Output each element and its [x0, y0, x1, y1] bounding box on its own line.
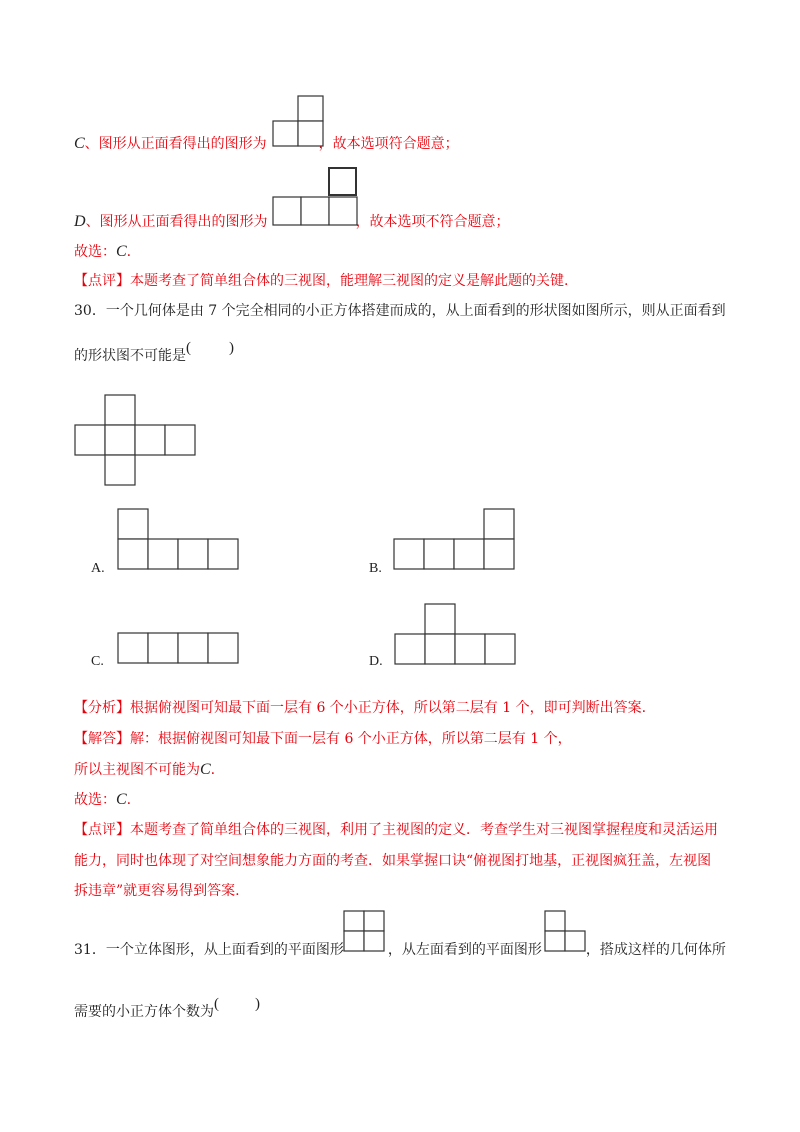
solution-tag: 【解答】 — [74, 731, 130, 747]
q30-choice: 故选：C. — [74, 791, 132, 808]
answer-paren-close: ) — [255, 996, 260, 1012]
option-d-figure[interactable] — [394, 603, 516, 666]
option-c-figure[interactable] — [117, 632, 239, 665]
comment-tag: 【点评】 — [74, 273, 130, 289]
prev-choice: 故选：C. — [74, 243, 132, 260]
comment-tag: 【点评】 — [74, 822, 130, 838]
q30-solution-line2: 所以主视图不可能为C. — [74, 761, 216, 778]
q30-comment-line2: 能力，同时也体现了对空间想象能力方面的考查．如果掌握口诀“俯视图打地基，正视图疯狂盖，左视图 — [74, 853, 712, 869]
option-d-label: D. — [369, 654, 383, 669]
analysis-tag: 【分析】 — [74, 700, 130, 716]
option-d-explanation: D、图形从正面看得出的图形为 ，故本选项不符合题意； — [74, 213, 510, 230]
question-31-text-line2: 需要的小正方体个数为 — [74, 1004, 214, 1020]
option-c-explanation: C、图形从正面看得出的图形为 ，故本选项符合题意； — [74, 135, 459, 152]
option-a-label: A. — [91, 561, 105, 576]
option-b-figure[interactable] — [393, 508, 515, 571]
option-letter: D — [74, 213, 86, 230]
q30-comment-line1: 【点评】本题考查了简单组合体的三视图，利用了主视图的定义．考查学生对三视图掌握程度和灵活运用 — [74, 822, 718, 838]
option-b-label: B. — [369, 561, 382, 576]
prev-comment: 【点评】本题考查了简单组合体的三视图，能理解三视图的定义是解此题的关键. — [74, 273, 569, 289]
question-30-text-line2: 的形状图不可能是 — [74, 348, 186, 364]
answer-paren-close: ) — [229, 340, 234, 356]
option-c-label: C. — [91, 654, 104, 669]
answer-paren-open: ( — [214, 996, 219, 1012]
q30-analysis: 【分析】根据俯视图可知最下面一层有 6 个小正方体，所以第二层有 1 个，即可判断出答案. — [74, 700, 647, 716]
q30-solution: 【解答】解：根据俯视图可知最下面一层有 6 个小正方体，所以第二层有 1 个， — [74, 731, 572, 747]
top-view-figure — [74, 394, 198, 486]
q30-comment-line3: 拆违章”就更容易得到答案. — [74, 883, 240, 899]
option-letter: C — [74, 135, 85, 152]
option-a-figure[interactable] — [117, 508, 239, 571]
answer-paren-open: ( — [186, 340, 191, 356]
question-30-text-line1: 30．一个几何体是由 7 个完全相同的小正方体搭建而成的，从上面看到的形状图如图所示，则从正面看到 — [74, 303, 726, 319]
question-31-text-line1: 31．一个立体图形，从上面看到的平面图形 ，从左面看到的平面图形 ，搭成这样的几何体所 — [74, 942, 726, 958]
